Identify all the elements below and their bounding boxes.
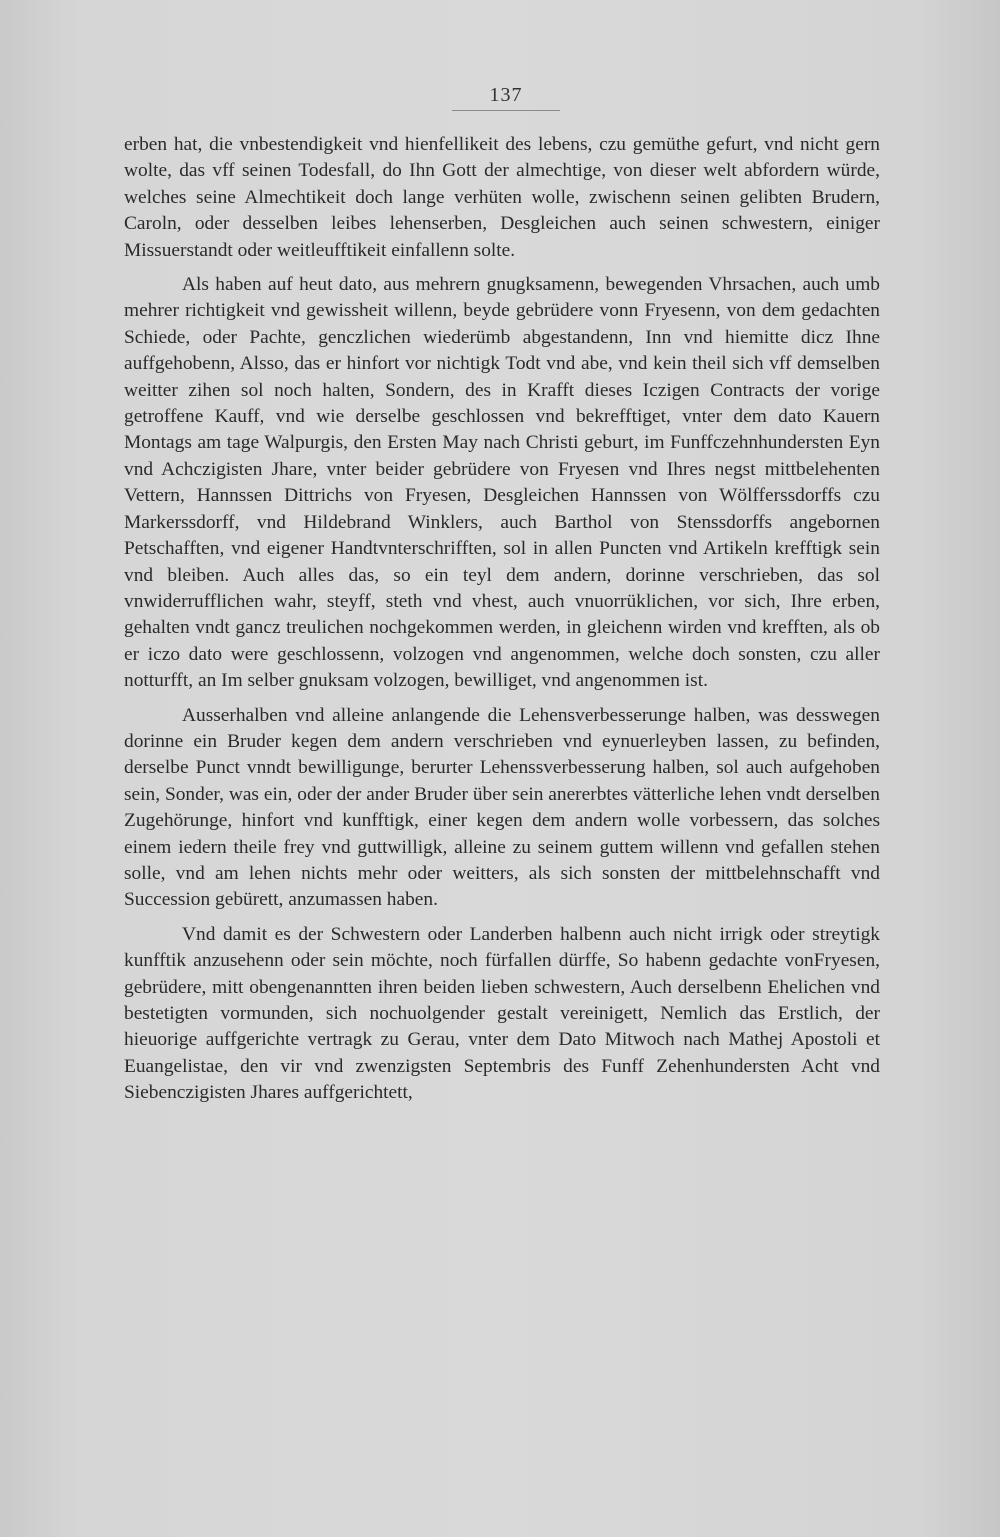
paragraph-3: Ausserhalben vnd alleine anlangende die Lehensverbesserunge halben, was desswegen dorinne ein Bruder kegen dem andern verschrieben vnd eynuerleyben lassen, zu befinden, derselbe Punct vnndt bewilligunge, berurter Lehenssverbesserung halben, sol auch aufgehoben sein, Sonder, was ein, oder der ander Bruder über sein anererbtes vätterliche lehen vndt derselben Zugehörunge, hinfort vnd kunfftigk, einer kegen dem andern wolle vorbessern, das solches einem iedern theile frey vnd guttwilligk, alleine zu seinem guttem willenn vnd gefallen stehen solle, vnd am lehen nichts mehr oder weitters, als sich sonsten der mittbelehnschafft vnd Succession gebürett, anzumassen haben. [124,704,880,911]
paragraph-1: erben hat, die vnbestendigkeit vnd hienfellikeit des lebens, czu gemüthe gefurt, vnd nicht gern wolte, das vff seinen Todesfall, do Ihn Gott der almechtige, von dieser welt abfordern würde, welches seine Almechtikeit doch lange verhüten wolle, zwischenn seinen gelibten Brudern, Caroln, oder desselben leibes lehenserben, Desgleichen auch seinen schwestern, einiger Missuerstandt oder weitleufftikeit einfallenn solte. [124,134,880,261]
paragraph-2: Als haben auf heut dato, aus mehrern gnugksamenn, bewegenden Vhrsachen, auch umb mehrer richtigkeit vnd gewissheit willenn, beyde gebrüdere vonn Fryesenn, von dem gedachten Schiede, oder Pachte, genczlichen wiederümb abgestandenn, Inn vnd hiemitte dicz Ihne auffgehobenn, Alsso, das er hinfort vor nichtigk Todt vnd abe, vnd kein theil sich vff demselben weitter zihen sol noch halten, Sondern, des in Krafft dieses Iczigen Contracts der vorige getroffene Kauff, vnd wie derselbe geschlossen vnd bekrefftiget, vnter dem dato Kauern Montags am tage Walpurgis, den Ersten May nach Christi geburt, im Funffczehnhundersten Eyn vnd Achczigisten Jhare, vnter beider gebrüdere von Fryesen vnd Ihres negst mittbelehenten Vettern, Hannssen Dittrichs von Fryesen, Desgleichen Hannssen von Wölfferssdorffs czu Markerssdorff, vnd Hildebrand Winklers, auch Barthol von Stenssdorffs angebornen Petschafften, vnd eigener Handtvnterschrifften, sol in allen Puncten vnd Artikeln krefftigk sein vnd bleiben. Auch alles das, so ein teyl dem andern, dorinne verschrieben, das sol vnwiderrufflichen wahr, steyff, steth vnd vhest, auch vnuorrüklichen, vor sich, Ihre erben, gehalten vndt gancz treulichen nochgekommen werden, in gleichenn wirden vnd krefften, als ob er iczo dato were geschlossenn, volzogen vnd angenommen, welche doch sonsten, czu aller notturfft, an Im selber gnuksam volzogen, bewilliget, vnd angenommen ist. [124,274,880,692]
page-number: 137 [489,84,523,106]
paragraph-4: Vnd damit es der Schwestern oder Landerben halbenn auch nicht irrigk oder streytigk kunfftik anzusehenn oder sein möchte, noch fürfallen dürffe, So habenn gedachte vonFryesen, gebrüdere, mitt obengenanntten ihren beiden lieben schwestern, Auch derselbenn Ehelichen vnd bestetigten vormunden, sich nochuolgender gestalt vereinigett, Nemlich das Erstlich, der hieuorige auffgerichte vertragk zu Gerau, vnter dem Dato Mitwoch nach Mathej Apostoli et Euangelistae, den vir vnd zwenzigsten Septembris des Funff Zehenhundersten Acht vnd Siebenczigisten Jhares auffgerichtett, [124,923,880,1104]
body-text [124,132,880,1107]
page-number-rule [452,110,560,111]
